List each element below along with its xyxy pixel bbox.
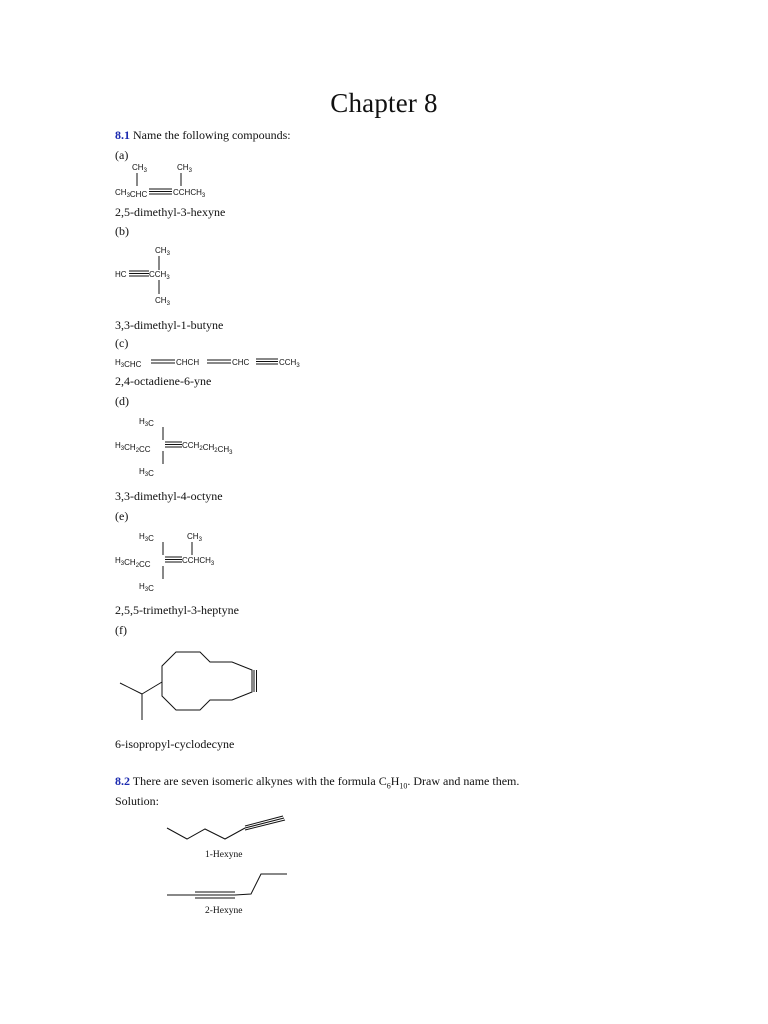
chem-text: $H_3C$ — [139, 582, 154, 593]
answer-b: 3,3-dimethyl-1-butyne — [115, 318, 224, 332]
bond — [142, 682, 162, 694]
chem-text: $CH_3$ — [155, 296, 170, 307]
isomer-name: 2-Hexyne — [205, 906, 243, 916]
item-label-e: (e) — [115, 509, 129, 523]
chem-text: $H_3CH_2CC$ — [115, 556, 151, 569]
item-label-a: (a) — [115, 148, 129, 162]
problem-number: 8.2 — [115, 774, 130, 788]
chem-text: $CCH_3$ — [149, 270, 170, 281]
problem-8-1-heading — [115, 128, 291, 143]
answer-c: 2,4-octadiene-6-yne — [115, 374, 212, 388]
answer-e: 2,5,5-trimethyl-3-heptyne — [115, 603, 239, 617]
answer-d: 3,3-dimethyl-4-octyne — [115, 489, 223, 503]
ring-skeleton — [162, 652, 252, 710]
triple-bond-line — [245, 818, 284, 828]
chem-text: $CH_3CHC$ — [115, 188, 148, 199]
chem-text: $H_3C$ — [139, 417, 154, 428]
structure-2-hexyne — [165, 868, 295, 918]
chem-text: $H_3C$ — [139, 532, 154, 543]
triple-bond-line — [245, 816, 283, 826]
chain-skeleton — [167, 828, 245, 839]
structure-c — [115, 354, 315, 370]
chem-text: $H_3C$ — [139, 467, 154, 478]
chem-text: $CCHCH_3$ — [182, 556, 215, 567]
structure-1-hexyne — [165, 814, 295, 864]
chem-text: $CCH_2CH_2CH_3$ — [182, 441, 233, 456]
problem-prompt: Name the following compounds: — [133, 128, 291, 142]
isomer-name: 1-Hexyne — [205, 850, 243, 860]
structure-a — [115, 160, 245, 202]
problem-prompt: There are seven isomeric alkynes with the formula $C_6H_{10}$. Draw and name them. — [132, 774, 520, 791]
solution-label: Solution: — [115, 794, 160, 808]
chem-text: $CH_3$ — [187, 532, 202, 543]
chem-text: $H_3CH_2CC$ — [115, 441, 151, 454]
chem-text: HC — [115, 270, 127, 279]
chem-text: CHCH — [176, 358, 200, 367]
bond — [120, 683, 142, 694]
item-label-d: (d) — [115, 394, 129, 408]
triple-bond-line — [245, 820, 285, 830]
chem-text: $CH_3$ — [155, 246, 170, 257]
chem-text: $CCHCH_3$ — [173, 188, 206, 199]
chain-skeleton — [235, 874, 287, 895]
structure-e — [115, 529, 245, 593]
structure-b — [115, 243, 225, 308]
item-label-c: (c) — [115, 336, 129, 350]
problem-number: 8.1 — [115, 128, 130, 142]
structure-d — [115, 414, 265, 478]
chem-text: $CCH_3$ — [279, 358, 300, 369]
item-label-b: (b) — [115, 224, 129, 238]
chem-text: CHC — [232, 358, 250, 367]
structure-f — [110, 640, 270, 725]
chem-text: $CH_3$ — [177, 163, 192, 174]
chem-text: $CH_3$ — [132, 163, 147, 174]
answer-a: 2,5-dimethyl-3-hexyne — [115, 205, 226, 219]
item-label-f: (f) — [115, 623, 127, 637]
chem-text: $H_3CHC$ — [115, 358, 142, 369]
answer-f: 6-isopropyl-cyclodecyne — [115, 737, 235, 751]
chapter-title: Chapter 8 — [330, 88, 438, 118]
problem-8-2-heading — [115, 774, 519, 790]
